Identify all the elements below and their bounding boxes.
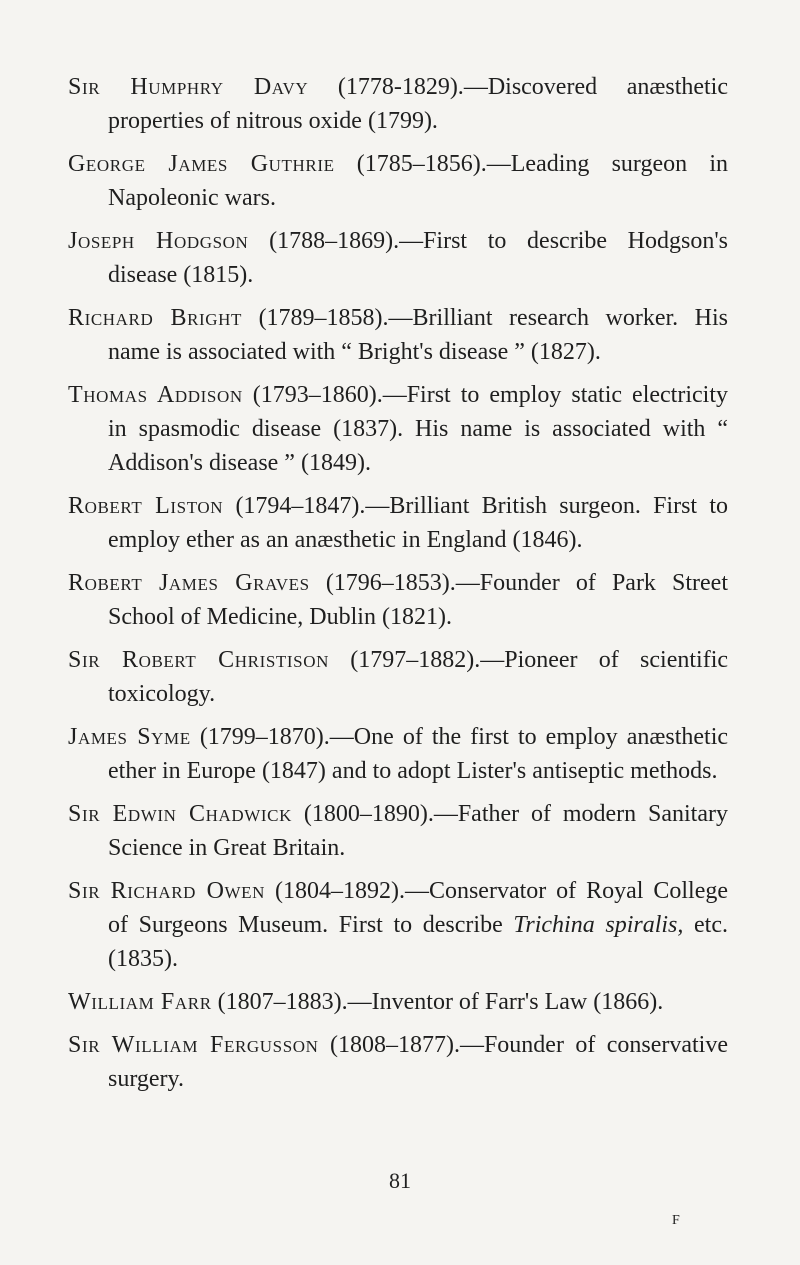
entry-owen: Sir Richard Owen (1804–1892).—Conservator of Royal College of Surgeons Museum. First to describe Trichina spiralis, etc. (1835). [68, 878, 729, 972]
entry-name: Robert James Graves [68, 570, 310, 596]
entry-dates: (1807–1883). [217, 989, 348, 1015]
entry-description: Founder of Park Street School of Medicine, Dublin (1821). [108, 570, 728, 630]
entry-dates: (1796–1853). [325, 570, 456, 596]
entry-description: Founder of conservative surgery. [108, 1032, 728, 1092]
entry-liston: Robert Liston (1794–1847).—Brilliant British surgeon. First to employ ether as an anæsthetic in England (1846). [68, 493, 729, 553]
entry-dates: (1804–1892). [274, 878, 405, 904]
biographical-entries [68, 70, 728, 1105]
entry-bright: Richard Bright (1789–1858).—Brilliant research worker. His name is associated with “ Bright's disease ” (1827). [68, 305, 728, 365]
entry-dates: (1789–1858). [258, 305, 389, 331]
entry-dates: (1799–1870). [199, 724, 330, 750]
entry-name: Joseph Hodgson [68, 228, 249, 254]
entry-fergusson: Sir William Fergusson (1808–1877).—Founder of conservative surgery. [68, 1032, 728, 1092]
entry-dates: (1788–1869). [269, 228, 400, 254]
entry-davy: Sir Humphry Davy (1778-1829).—Discovered anæsthetic properties of nitrous oxide (1799). [68, 74, 728, 134]
page-number: 81 [389, 1168, 411, 1193]
entry-name: Sir William Fergusson [68, 1032, 319, 1058]
entry-name: Sir Robert Christison [68, 647, 329, 673]
entry-name: George James Guthrie [68, 151, 335, 177]
entry-name: William Farr [68, 989, 212, 1015]
entry-dates: (1808–1877). [329, 1032, 460, 1058]
entry-description-tail: etc. (1835). [108, 912, 729, 972]
entry-name: Sir Humphry Davy [68, 74, 309, 100]
entry-description: Conservator of Royal College of Surgeons Museum. First to describe [108, 878, 729, 938]
entry-name: Sir Edwin Chadwick [68, 801, 292, 827]
entry-description: Brilliant research worker. His name is associated with “ Bright's disease ” (1827). [108, 305, 728, 365]
entry-dates: (1778-1829). [337, 74, 464, 100]
entry-description: Inventor of Farr's Law (1866). [371, 989, 664, 1015]
entry-name: Robert Liston [68, 493, 224, 519]
entry-dates: (1800–1890). [303, 801, 434, 827]
entry-dates: (1785–1856). [356, 151, 487, 177]
entry-christison: Sir Robert Christison (1797–1882).—Pioneer of scientific toxicology. [68, 647, 729, 707]
entry-name: Thomas Addison [68, 382, 243, 408]
entry-description: Pioneer of scientific toxicology. [108, 647, 729, 707]
entry-description: One of the first to employ anæsthetic ether in Europe (1847) and to adopt Lister's antiseptic methods. [108, 724, 729, 784]
entry-hodgson: Joseph Hodgson (1788–1869).—First to describe Hodgson's disease (1815). [68, 228, 728, 288]
entry-addison: Thomas Addison (1793–1860).—First to employ static electricity in spasmodic disease (1837). His name is associated with “ Addison's disease ” (1849). [68, 382, 728, 476]
entry-dates: (1797–1882). [350, 647, 481, 673]
entry-syme: James Syme (1799–1870).—One of the first to employ anæsthetic ether in Europe (1847) and to adopt Lister's antiseptic methods. [68, 724, 729, 784]
entry-description: Father of modern Sanitary Science in Great Britain. [108, 801, 728, 861]
entry-description: First to describe Hodgson's disease (1815). [108, 228, 728, 288]
signature-mark: F [672, 1213, 680, 1228]
entry-description: Leading surgeon in Napoleonic wars. [108, 151, 728, 211]
entry-description: First to employ static electricity in spasmodic disease (1837). His name is associated with “ Addison's disease ” (1849). [108, 382, 728, 476]
entry-description: Brilliant British surgeon. First to employ ether as an anæsthetic in England (1846). [108, 493, 729, 553]
entry-guthrie: George James Guthrie (1785–1856).—Leading surgeon in Napoleonic wars. [68, 151, 728, 211]
entry-chadwick: Sir Edwin Chadwick (1800–1890).—Father of modern Sanitary Science in Great Britain. [68, 801, 728, 861]
entry-dates: (1793–1860). [252, 382, 383, 408]
entry-graves: Robert James Graves (1796–1853).—Founder of Park Street School of Medicine, Dublin (1821). [68, 570, 728, 630]
entry-name: Richard Bright [68, 305, 243, 331]
entry-farr: William Farr (1807–1883).—Inventor of Farr's Law (1866). [68, 989, 664, 1015]
entry-name: Sir Richard Owen [68, 878, 266, 904]
entry-description-italic: Trichina spiralis, [513, 912, 684, 938]
entry-dates: (1794–1847). [235, 493, 366, 519]
entry-description: Discovered anæsthetic properties of nitrous oxide (1799). [108, 74, 728, 134]
entry-name: James Syme [68, 724, 191, 750]
